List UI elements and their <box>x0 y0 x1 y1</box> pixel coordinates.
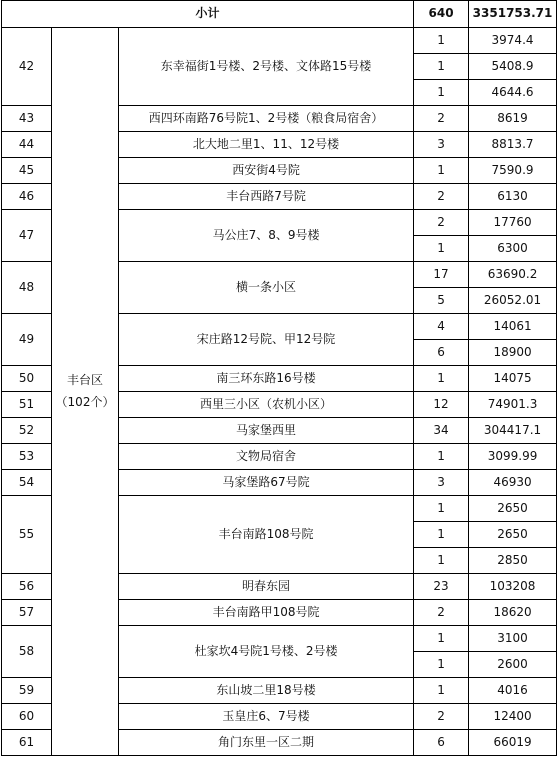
entry-name: 西里三小区（农机小区） <box>119 392 414 418</box>
floor-area: 3100 <box>469 626 557 652</box>
unit-count: 4 <box>414 314 469 340</box>
entry-number: 43 <box>2 106 52 132</box>
floor-area: 63690.2 <box>469 262 557 288</box>
floor-area: 2850 <box>469 548 557 574</box>
entry-name: 西安街4号院 <box>119 158 414 184</box>
district-cell <box>52 28 119 756</box>
entry-number: 52 <box>2 418 52 444</box>
entry-number: 54 <box>2 470 52 496</box>
entry-name: 宋庄路12号院、甲12号院 <box>119 314 414 366</box>
entry-name: 北大地二里1、11、12号楼 <box>119 132 414 158</box>
entry-name: 马家堡路67号院 <box>119 470 414 496</box>
entry-number: 42 <box>2 28 52 106</box>
subtotal-count: 640 <box>414 1 469 28</box>
floor-area: 14061 <box>469 314 557 340</box>
floor-area: 2650 <box>469 496 557 522</box>
unit-count: 1 <box>414 444 469 470</box>
floor-area: 3974.4 <box>469 28 557 54</box>
unit-count: 1 <box>414 158 469 184</box>
entry-number: 48 <box>2 262 52 314</box>
unit-count: 2 <box>414 106 469 132</box>
entry-number: 61 <box>2 730 52 756</box>
entry-name: 马公庄7、8、9号楼 <box>119 210 414 262</box>
table-row <box>2 28 557 54</box>
entry-name: 丰台西路7号院 <box>119 184 414 210</box>
entry-number: 49 <box>2 314 52 366</box>
unit-count: 1 <box>414 496 469 522</box>
entry-number: 53 <box>2 444 52 470</box>
floor-area: 14075 <box>469 366 557 392</box>
floor-area: 74901.3 <box>469 392 557 418</box>
unit-count: 5 <box>414 288 469 314</box>
unit-count: 3 <box>414 470 469 496</box>
floor-area: 6130 <box>469 184 557 210</box>
unit-count: 1 <box>414 236 469 262</box>
unit-count: 1 <box>414 548 469 574</box>
entry-number: 57 <box>2 600 52 626</box>
unit-count: 23 <box>414 574 469 600</box>
entry-name: 南三环东路16号楼 <box>119 366 414 392</box>
floor-area: 18900 <box>469 340 557 366</box>
entry-name: 马家堡西里 <box>119 418 414 444</box>
unit-count: 1 <box>414 28 469 54</box>
subtotal-label: 小计 <box>2 1 414 28</box>
unit-count: 2 <box>414 600 469 626</box>
entry-number: 51 <box>2 392 52 418</box>
floor-area: 12400 <box>469 704 557 730</box>
floor-area: 2600 <box>469 652 557 678</box>
subtotal-row <box>2 1 557 28</box>
entry-number: 50 <box>2 366 52 392</box>
entry-name: 文物局宿舍 <box>119 444 414 470</box>
floor-area: 7590.9 <box>469 158 557 184</box>
housing-table <box>1 0 557 756</box>
entry-name: 丰台南路甲108号院 <box>119 600 414 626</box>
floor-area: 18620 <box>469 600 557 626</box>
unit-count: 34 <box>414 418 469 444</box>
entry-number: 58 <box>2 626 52 678</box>
entry-name: 角门东里一区二期 <box>119 730 414 756</box>
unit-count: 6 <box>414 730 469 756</box>
unit-count: 2 <box>414 210 469 236</box>
unit-count: 1 <box>414 652 469 678</box>
floor-area: 4644.6 <box>469 80 557 106</box>
floor-area: 66019 <box>469 730 557 756</box>
floor-area: 26052.01 <box>469 288 557 314</box>
floor-area: 46930 <box>469 470 557 496</box>
entry-number: 45 <box>2 158 52 184</box>
unit-count: 1 <box>414 80 469 106</box>
floor-area: 6300 <box>469 236 557 262</box>
floor-area: 17760 <box>469 210 557 236</box>
entry-name: 东山坡二里18号楼 <box>119 678 414 704</box>
district-count: （102个） <box>55 394 115 409</box>
entry-number: 59 <box>2 678 52 704</box>
floor-area: 8813.7 <box>469 132 557 158</box>
entry-name: 横一条小区 <box>119 262 414 314</box>
subtotal-area: 3351753.71 <box>469 1 557 28</box>
floor-area: 8619 <box>469 106 557 132</box>
entry-name: 东幸福街1号楼、2号楼、文体路15号楼 <box>119 28 414 106</box>
unit-count: 2 <box>414 704 469 730</box>
entry-number: 55 <box>2 496 52 574</box>
floor-area: 3099.99 <box>469 444 557 470</box>
unit-count: 1 <box>414 522 469 548</box>
entry-number: 44 <box>2 132 52 158</box>
unit-count: 12 <box>414 392 469 418</box>
unit-count: 1 <box>414 626 469 652</box>
floor-area: 103208 <box>469 574 557 600</box>
floor-area: 304417.1 <box>469 418 557 444</box>
entry-number: 56 <box>2 574 52 600</box>
entry-name: 丰台南路108号院 <box>119 496 414 574</box>
entry-name: 玉皇庄6、7号楼 <box>119 704 414 730</box>
floor-area: 5408.9 <box>469 54 557 80</box>
entry-name: 西四环南路76号院1、2号楼（粮食局宿舍） <box>119 106 414 132</box>
district-name: 丰台区 <box>66 373 103 388</box>
floor-area: 4016 <box>469 678 557 704</box>
unit-count: 1 <box>414 678 469 704</box>
entry-number: 47 <box>2 210 52 262</box>
unit-count: 1 <box>414 366 469 392</box>
entry-number: 60 <box>2 704 52 730</box>
unit-count: 6 <box>414 340 469 366</box>
unit-count: 1 <box>414 54 469 80</box>
unit-count: 2 <box>414 184 469 210</box>
unit-count: 3 <box>414 132 469 158</box>
entry-name: 杜家坎4号院1号楼、2号楼 <box>119 626 414 678</box>
entry-name: 明春东园 <box>119 574 414 600</box>
floor-area: 2650 <box>469 522 557 548</box>
entry-number: 46 <box>2 184 52 210</box>
unit-count: 17 <box>414 262 469 288</box>
